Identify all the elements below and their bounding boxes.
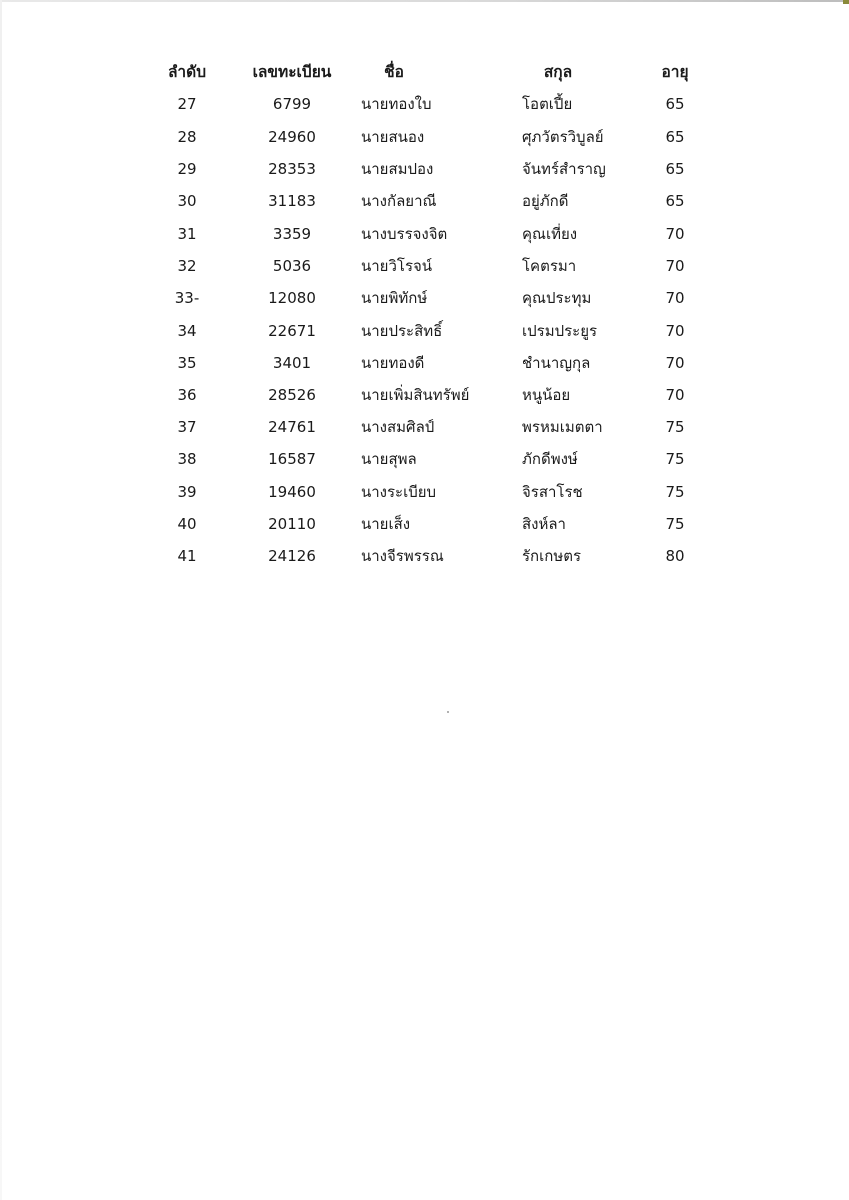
table-row (0, 315, 849, 347)
name-cell: นางสมศิลป์ (361, 418, 435, 436)
table-row (0, 218, 849, 250)
header-surname: สกุล (543, 63, 573, 81)
surname-cell: โอตเปี้ย (522, 95, 573, 113)
name-cell: นายทองใบ (361, 95, 432, 113)
age-cell: 75 (665, 450, 685, 468)
name-cell: นายเส็ง (361, 515, 411, 533)
name-cell: นางระเบียบ (361, 483, 437, 501)
order-cell: 36 (177, 386, 197, 404)
age-cell: 65 (665, 95, 685, 113)
surname-cell: พรหมเมตตา (522, 418, 603, 436)
registration-cell: 28353 (268, 160, 316, 178)
age-cell: 70 (665, 322, 685, 340)
table-row (0, 347, 849, 379)
registration-cell: 24126 (268, 547, 316, 565)
table-row (0, 282, 849, 314)
table-row (0, 443, 849, 475)
surname-cell: เปรมประยูร (522, 322, 598, 340)
registration-cell: 16587 (268, 450, 316, 468)
surname-cell: ศุภวัตรวิบูลย์ (522, 128, 604, 146)
age-cell: 80 (665, 547, 685, 565)
surname-cell: ชำนาญกุล (522, 354, 591, 372)
surname-cell: ภักดีพงษ์ (522, 450, 578, 468)
name-cell: นายวิโรจน์ (361, 257, 433, 275)
registration-cell: 5036 (272, 257, 312, 275)
table-row (0, 379, 849, 411)
table-row (0, 508, 849, 540)
surname-cell: หนูน้อย (522, 386, 571, 404)
table-row (0, 540, 849, 572)
age-cell: 65 (665, 160, 685, 178)
surname-cell: คุณเที่ยง (522, 225, 578, 243)
order-cell: 32 (177, 257, 197, 275)
name-cell: นางกัลยาณี (361, 192, 437, 210)
registration-cell: 3359 (272, 225, 312, 243)
order-cell: 41 (177, 547, 197, 565)
surname-cell: จันทร์สำราญ (522, 160, 606, 178)
registration-cell: 20110 (268, 515, 316, 533)
name-cell: นายเพิ่มสินทรัพย์ (361, 386, 470, 404)
order-cell: 29 (177, 160, 197, 178)
order-cell: 34 (177, 322, 197, 340)
order-cell: 35 (177, 354, 197, 372)
age-cell: 75 (665, 483, 685, 501)
registration-cell: 24960 (268, 128, 316, 146)
age-cell: 65 (665, 192, 685, 210)
registration-cell: 22671 (268, 322, 316, 340)
surname-cell: อยู่ภักดี (522, 192, 569, 210)
age-cell: 70 (665, 386, 685, 404)
name-cell: นายสมปอง (361, 160, 434, 178)
name-cell: นายสุพล (361, 450, 417, 468)
table-row (0, 185, 849, 217)
registration-cell: 6799 (272, 95, 312, 113)
registration-cell: 3401 (272, 354, 312, 372)
order-cell: 40 (177, 515, 197, 533)
registration-cell: 31183 (268, 192, 316, 210)
table-row (0, 88, 849, 120)
header-age: อายุ (661, 63, 689, 81)
table-row (0, 153, 849, 185)
order-cell: 38 (177, 450, 197, 468)
order-cell: 27 (177, 95, 197, 113)
order-cell: 37 (177, 418, 197, 436)
surname-cell: สิงห์ลา (522, 515, 566, 533)
table-row (0, 476, 849, 508)
table-row (0, 121, 849, 153)
age-cell: 75 (665, 418, 685, 436)
surname-cell: คุณประทุม (522, 289, 592, 307)
surname-cell: จิรสาโรช (522, 483, 583, 501)
scan-speck (447, 711, 449, 713)
header-name: ชื่อ (384, 63, 404, 81)
name-cell: นางจีรพรรณ (361, 547, 444, 565)
scan-corner-mark (843, 0, 849, 4)
header-registration: เลขทะเบียน (252, 63, 332, 81)
table-header (0, 56, 849, 88)
age-cell: 70 (665, 257, 685, 275)
header-order: ลำดับ (167, 63, 207, 81)
age-cell: 65 (665, 128, 685, 146)
scan-top-edge (0, 0, 849, 2)
age-cell: 70 (665, 354, 685, 372)
age-cell: 70 (665, 225, 685, 243)
registration-cell: 12080 (268, 289, 316, 307)
name-cell: นายทองดี (361, 354, 425, 372)
name-cell: นายสนอง (361, 128, 425, 146)
age-cell: 75 (665, 515, 685, 533)
surname-cell: รักเกษตร (522, 547, 582, 565)
order-cell: 39 (177, 483, 197, 501)
table-row (0, 250, 849, 282)
order-cell: 31 (177, 225, 197, 243)
order-cell: 30 (177, 192, 197, 210)
name-cell: นายพิทักษ์ (361, 289, 428, 307)
order-cell: 28 (177, 128, 197, 146)
registration-cell: 28526 (268, 386, 316, 404)
name-cell: นายประสิทธิ์ (361, 322, 443, 340)
table-row (0, 411, 849, 443)
age-cell: 70 (665, 289, 685, 307)
order-cell: 33- (174, 289, 200, 307)
name-cell: นางบรรจงจิต (361, 225, 448, 243)
surname-cell: โคตรมา (522, 257, 577, 275)
registration-cell: 24761 (268, 418, 316, 436)
registration-cell: 19460 (268, 483, 316, 501)
